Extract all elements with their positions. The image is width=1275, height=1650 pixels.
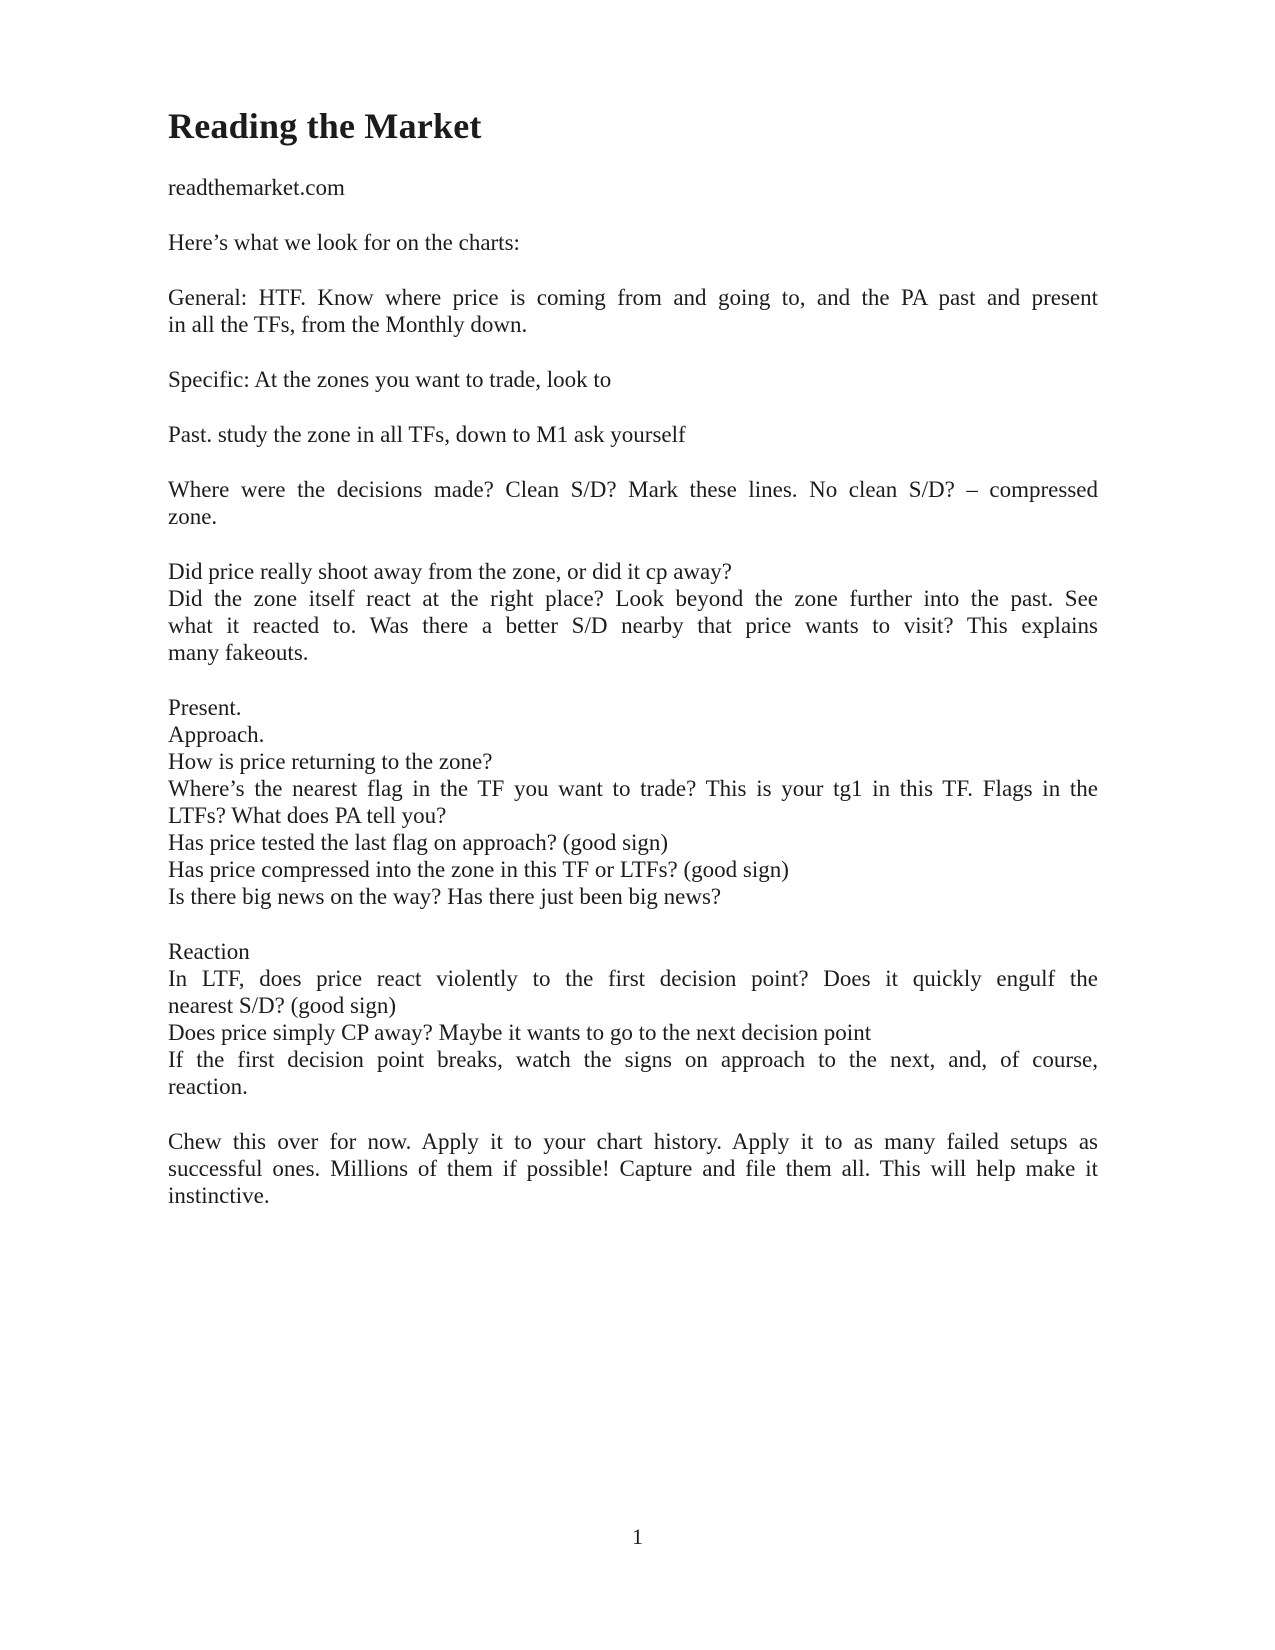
text-line: Is there big news on the way? Has there just been big news?: [168, 884, 722, 909]
text-line: LTFs? What does PA tell you?: [168, 803, 447, 828]
text-line: Reaction: [168, 939, 250, 964]
text-line: what it reacted to. Was there a better S/D nearby that price wants to visit? This explains: [168, 613, 1098, 638]
text-line: In LTF, does price react violently to the first decision point? Does it quickly engulf the: [168, 966, 1098, 991]
paragraph: [168, 558, 1098, 666]
text-line: General: HTF. Know where price is coming from and going to, and the PA past and present: [168, 285, 1098, 310]
text-line: in all the TFs, from the Monthly down.: [168, 312, 528, 337]
paragraph: [168, 1128, 1098, 1209]
text-line: nearest S/D? (good sign): [168, 993, 397, 1018]
document-content: [0, 104, 1275, 1209]
text-line: Did the zone itself react at the right place? Look beyond the zone further into the past. See: [168, 586, 1098, 611]
text-line: If the first decision point breaks, watch the signs on approach to the next, and, of course,: [168, 1047, 1098, 1072]
paragraph: [168, 229, 1098, 256]
text-line: Approach.: [168, 722, 265, 747]
text-line: How is price returning to the zone?: [168, 749, 493, 774]
text-line: Does price simply CP away? Maybe it wants to go to the next decision point: [168, 1020, 872, 1045]
document-title: Reading the Market: [168, 106, 482, 146]
text-line: instinctive.: [168, 1183, 270, 1208]
text-line: readthemarket.com: [168, 175, 345, 200]
page-footer: [0, 1524, 1275, 1550]
document-body: [168, 174, 1098, 1209]
text-line: successful ones. Millions of them if possible! Capture and file them all. This will help make it: [168, 1156, 1098, 1181]
text-line: Present.: [168, 695, 242, 720]
text-line: reaction.: [168, 1074, 248, 1099]
text-line: zone.: [168, 504, 218, 529]
text-line: Specific: At the zones you want to trade, look to: [168, 367, 612, 392]
paragraph: [168, 174, 1098, 201]
text-line: Where’s the nearest flag in the TF you want to trade? This is your tg1 in this TF. Flags in the: [168, 776, 1098, 801]
text-line: Past. study the zone in all TFs, down to M1 ask yourself: [168, 422, 686, 447]
paragraph: [168, 421, 1098, 448]
text-line: Here’s what we look for on the charts:: [168, 230, 520, 255]
text-line: many fakeouts.: [168, 640, 309, 665]
text-line: Where were the decisions made? Clean S/D? Mark these lines. No clean S/D? – compressed: [168, 477, 1098, 502]
page-number: 1: [632, 1524, 643, 1549]
paragraph: [168, 476, 1098, 530]
text-line: Did price really shoot away from the zone, or did it cp away?: [168, 559, 732, 584]
text-line: Has price compressed into the zone in this TF or LTFs? (good sign): [168, 857, 789, 882]
paragraph: [168, 694, 1098, 910]
paragraph: [168, 938, 1098, 1100]
text-line: Has price tested the last flag on approach? (good sign): [168, 830, 669, 855]
paragraph: [168, 366, 1098, 393]
text-line: Chew this over for now. Apply it to your chart history. Apply it to as many failed setups as: [168, 1129, 1098, 1154]
paragraph: [168, 284, 1098, 338]
